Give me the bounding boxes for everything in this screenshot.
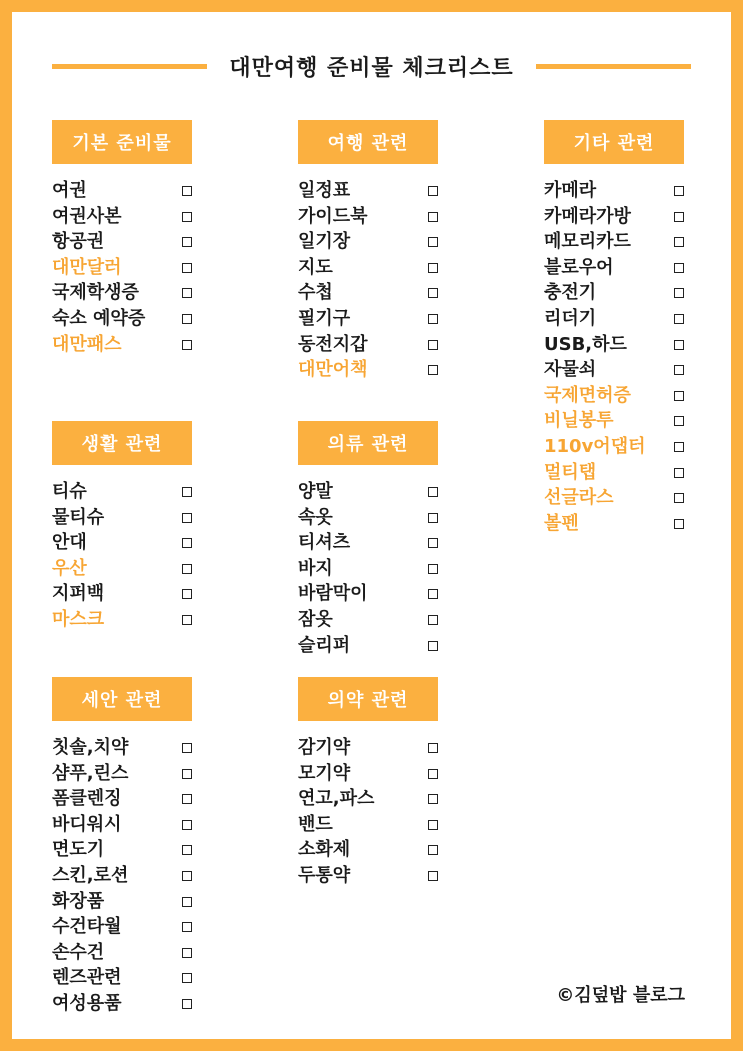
checklist-item-label: 지도 <box>298 256 333 278</box>
checkbox[interactable] <box>182 314 192 324</box>
checkbox[interactable] <box>428 743 438 753</box>
checkbox[interactable] <box>182 973 192 983</box>
checklist-item <box>298 735 438 761</box>
checklist-item-label: 마스크 <box>52 608 105 630</box>
checklist-item-label: 지퍼백 <box>52 583 105 605</box>
checklist-item <box>298 178 438 204</box>
checklist-item-label: 수첩 <box>298 282 333 304</box>
checkbox[interactable] <box>182 922 192 932</box>
checkbox[interactable] <box>428 263 438 273</box>
checklist-item-label: 블로우어 <box>544 256 614 278</box>
item-list <box>52 735 192 1017</box>
checkbox[interactable] <box>182 340 192 350</box>
checkbox[interactable] <box>428 871 438 881</box>
checklist-item <box>52 607 192 633</box>
checkbox[interactable] <box>182 743 192 753</box>
checklist-item-label: 우산 <box>52 557 87 579</box>
section-header: 생활 관련 <box>52 421 192 465</box>
checklist-item <box>298 837 438 863</box>
checklist-item-label: 110v어댑터 <box>544 435 646 457</box>
item-list <box>52 178 192 357</box>
item-list <box>544 178 684 536</box>
checkbox[interactable] <box>428 365 438 375</box>
section-etc <box>544 120 684 536</box>
title-line-right <box>536 64 691 69</box>
checklist-item-label: 화장품 <box>52 890 105 912</box>
checkbox[interactable] <box>674 237 684 247</box>
checkbox[interactable] <box>674 442 684 452</box>
checklist-item-label: 밴드 <box>298 813 333 835</box>
checklist-item <box>52 581 192 607</box>
checklist-item <box>52 556 192 582</box>
checklist-item-label: 렌즈관련 <box>52 967 122 989</box>
checklist-item-label: 티셔츠 <box>298 532 351 554</box>
checklist-item-label: 동전지갑 <box>298 333 368 355</box>
checklist-item-label: 선글라스 <box>544 487 614 509</box>
item-list <box>298 735 438 889</box>
checkbox[interactable] <box>428 538 438 548</box>
checkbox[interactable] <box>428 641 438 651</box>
checklist-item <box>298 505 438 531</box>
checklist-item <box>298 812 438 838</box>
checklist-item-label: 속옷 <box>298 506 333 528</box>
checklist-item <box>544 255 684 281</box>
checklist-item <box>298 863 438 889</box>
checkbox[interactable] <box>674 212 684 222</box>
checklist-item-label: 폼클렌징 <box>52 788 122 810</box>
checklist-item-label: 대만어책 <box>298 359 368 381</box>
checklist-item <box>544 280 684 306</box>
item-list <box>298 178 438 383</box>
checklist-item-label: 볼펜 <box>544 512 579 534</box>
checklist-item-label: 카메라 <box>544 180 597 201</box>
checklist-item-label: 칫솔,치약 <box>52 737 129 758</box>
checklist-item <box>52 229 192 255</box>
checklist-item <box>544 408 684 434</box>
checklist-item <box>298 357 438 383</box>
checkbox[interactable] <box>182 237 192 247</box>
checklist-item-label: 항공권 <box>52 231 105 253</box>
section-header: 여행 관련 <box>298 120 438 164</box>
checklist-item-label: 두통약 <box>298 864 351 886</box>
checkbox[interactable] <box>182 564 192 574</box>
checkbox[interactable] <box>428 615 438 625</box>
checklist-item-label: 리더기 <box>544 307 597 329</box>
checklist-item-label: 티슈 <box>52 481 87 502</box>
checkbox[interactable] <box>182 897 192 907</box>
checklist-item <box>298 530 438 556</box>
checklist-item-label: 바람막이 <box>298 583 368 605</box>
checklist-item-label: 바디워시 <box>52 813 122 835</box>
checkbox[interactable] <box>674 493 684 503</box>
checkbox[interactable] <box>428 340 438 350</box>
checklist-item <box>52 786 192 812</box>
checkbox[interactable] <box>428 237 438 247</box>
checkbox[interactable] <box>428 487 438 497</box>
checkbox[interactable] <box>428 589 438 599</box>
title-line-left <box>52 64 207 69</box>
checklist-item-label: 손수건 <box>52 941 105 963</box>
checklist-item <box>298 479 438 505</box>
checklist-item-label: 국제면허증 <box>544 384 631 406</box>
checklist-item-label: 비닐봉투 <box>544 410 614 432</box>
checkbox[interactable] <box>428 212 438 222</box>
checklist-item-label: 안대 <box>52 532 87 554</box>
section-medicine <box>298 677 438 889</box>
section-header: 기타 관련 <box>544 120 684 164</box>
checkbox[interactable] <box>428 314 438 324</box>
checklist-item-label: 숙소 예약증 <box>52 307 146 329</box>
checkbox[interactable] <box>182 263 192 273</box>
checkbox[interactable] <box>674 314 684 324</box>
section-header: 기본 준비물 <box>52 120 192 164</box>
checklist-item-label: 잠옷 <box>298 608 333 630</box>
checklist-item <box>298 306 438 332</box>
checkbox[interactable] <box>428 288 438 298</box>
section-living <box>52 421 192 633</box>
section-header: 의약 관련 <box>298 677 438 721</box>
checkbox[interactable] <box>182 513 192 523</box>
checklist-item <box>544 204 684 230</box>
checklist-item <box>52 735 192 761</box>
checklist-item-label: 물티슈 <box>52 506 105 528</box>
checklist-item <box>52 991 192 1017</box>
checklist-item <box>298 556 438 582</box>
section-clothing <box>298 421 438 658</box>
checklist-item-label: 멀티탭 <box>544 461 597 483</box>
checklist-item-label: 수건타월 <box>52 916 122 938</box>
item-list <box>52 479 192 633</box>
checkbox[interactable] <box>674 416 684 426</box>
checklist-item-label: 양말 <box>298 481 333 502</box>
checklist-item <box>298 786 438 812</box>
checklist-item-label: 샴푸,린스 <box>52 762 129 784</box>
checklist-item <box>52 863 192 889</box>
checkbox[interactable] <box>182 794 192 804</box>
checkbox[interactable] <box>674 186 684 196</box>
checklist-item-label: 필기구 <box>298 307 351 329</box>
checklist-item-label: 대만달러 <box>52 256 122 278</box>
checklist-item <box>52 479 192 505</box>
checklist-item-label: 대만패스 <box>52 333 122 355</box>
checklist-item-label: 연고,파스 <box>298 788 375 810</box>
checkbox[interactable] <box>182 615 192 625</box>
checklist-item <box>544 460 684 486</box>
checklist-item-label: 스킨,로션 <box>52 864 129 886</box>
checkbox[interactable] <box>182 948 192 958</box>
checklist-item <box>52 889 192 915</box>
checklist-item <box>52 280 192 306</box>
checklist-item <box>544 511 684 537</box>
checklist-item <box>298 332 438 358</box>
checkbox[interactable] <box>182 769 192 779</box>
section-washing <box>52 677 192 1017</box>
checklist-item <box>544 485 684 511</box>
checklist-item <box>298 280 438 306</box>
item-list <box>298 479 438 658</box>
checklist-item-label: 면도기 <box>52 839 105 861</box>
checklist-item <box>52 914 192 940</box>
checklist-item <box>298 607 438 633</box>
section-header: 세안 관련 <box>52 677 192 721</box>
checkbox[interactable] <box>182 871 192 881</box>
credit-text: ©김덮밥 블로그 <box>556 985 685 1006</box>
checkbox[interactable] <box>674 365 684 375</box>
checkbox[interactable] <box>182 589 192 599</box>
section-basic <box>52 120 192 357</box>
checkbox[interactable] <box>428 564 438 574</box>
checklist-item <box>298 761 438 787</box>
checklist-item-label: 가이드북 <box>298 205 368 227</box>
checklist-item <box>52 255 192 281</box>
checklist-item <box>52 761 192 787</box>
checklist-item-label: USB,하드 <box>544 333 627 355</box>
checklist-item-label: 모기약 <box>298 762 351 784</box>
checklist-item <box>298 204 438 230</box>
checkbox[interactable] <box>674 468 684 478</box>
checklist-item <box>298 255 438 281</box>
checklist-item-label: 여권사본 <box>52 205 122 227</box>
checklist-item <box>52 332 192 358</box>
page-title: 대만여행 준비물 체크리스트 <box>229 55 514 81</box>
checklist-item <box>52 530 192 556</box>
checkbox[interactable] <box>674 263 684 273</box>
checklist-item-label: 일기장 <box>298 231 351 253</box>
checklist-item-label: 바지 <box>298 557 333 579</box>
checkbox[interactable] <box>182 538 192 548</box>
checklist-item-label: 국제학생증 <box>52 282 139 304</box>
checklist-item <box>298 581 438 607</box>
checkbox[interactable] <box>674 288 684 298</box>
checklist-item-label: 메모리카드 <box>544 231 631 253</box>
checkbox[interactable] <box>182 999 192 1009</box>
section-travel <box>298 120 438 383</box>
checklist-item <box>298 229 438 255</box>
checklist-item-label: 여성용품 <box>52 992 122 1014</box>
checklist-item-label: 충전기 <box>544 282 597 304</box>
checklist-item-label: 자물쇠 <box>544 359 597 381</box>
checklist-item-label: 여권 <box>52 180 87 201</box>
checklist-item-label: 소화제 <box>298 839 351 861</box>
checklist-item <box>544 178 684 204</box>
checkbox[interactable] <box>428 769 438 779</box>
checklist-item <box>544 229 684 255</box>
checklist-item <box>52 837 192 863</box>
checklist-item-label: 일정표 <box>298 180 351 201</box>
checkbox[interactable] <box>182 212 192 222</box>
checkbox[interactable] <box>428 794 438 804</box>
checklist-item <box>298 633 438 659</box>
checklist-item <box>544 332 684 358</box>
checkbox[interactable] <box>182 845 192 855</box>
checklist-item <box>544 357 684 383</box>
checklist-item <box>52 306 192 332</box>
checkbox[interactable] <box>674 340 684 350</box>
checkbox[interactable] <box>674 519 684 529</box>
checkbox[interactable] <box>182 820 192 830</box>
checkbox[interactable] <box>182 186 192 196</box>
section-header: 의류 관련 <box>298 421 438 465</box>
title-row <box>52 46 691 86</box>
checklist-item <box>52 505 192 531</box>
checkbox[interactable] <box>428 845 438 855</box>
checkbox[interactable] <box>182 487 192 497</box>
checklist-item-label: 감기약 <box>298 737 351 758</box>
checklist-item <box>544 434 684 460</box>
checklist-item <box>52 940 192 966</box>
checklist-item <box>544 306 684 332</box>
checklist-item <box>52 965 192 991</box>
checkbox[interactable] <box>428 513 438 523</box>
checklist-item <box>52 178 192 204</box>
checklist-item <box>544 383 684 409</box>
checklist-item-label: 슬리퍼 <box>298 634 351 656</box>
checkbox[interactable] <box>182 288 192 298</box>
checkbox[interactable] <box>428 186 438 196</box>
checklist-item <box>52 204 192 230</box>
checkbox[interactable] <box>428 820 438 830</box>
checklist-item <box>52 812 192 838</box>
checklist-item-label: 카메라가방 <box>544 205 631 227</box>
checkbox[interactable] <box>674 391 684 401</box>
